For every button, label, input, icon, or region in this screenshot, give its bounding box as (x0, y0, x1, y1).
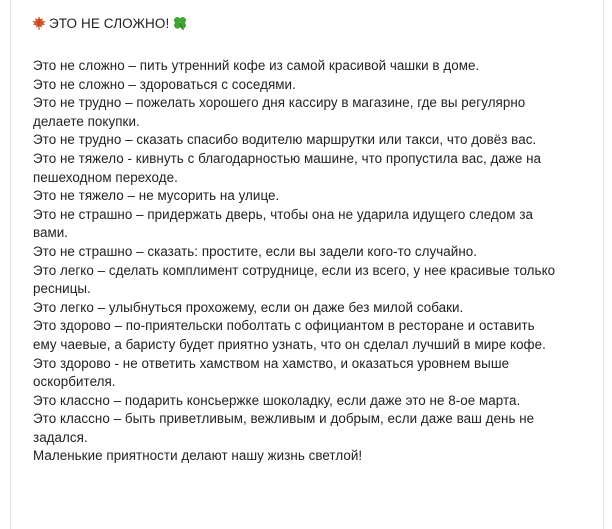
post-line: Это здорово – по-приятельски поболтать с официантом в ресторане и оставить (33, 318, 535, 334)
post-line: Это классно – подарить консьержке шоколадку, если даже это не 8-ое марта. (33, 392, 521, 408)
post-line: задался. (33, 429, 88, 445)
post-line: оскорбителя. (33, 374, 116, 390)
post-line: Это классно – быть приветливым, вежливым и добрым, если даже ваш день не (33, 411, 535, 427)
post-line: Это не сложно – пить утренний кофе из самой красивой чашки в доме. (33, 58, 480, 73)
post-line: Маленькие приятности делают нашу жизнь светлой! (33, 448, 363, 464)
post-line: Это не тяжело - кивнуть с благодарностью машине, что пропустила вас, даже на (33, 150, 542, 166)
post-title (31, 13, 188, 33)
post-line: Это не трудно – пожелать хорошего дня кассиру в магазине, где вы регулярно (33, 95, 526, 111)
post-line: Это легко – сделать комплимент сотруднице, если из всего, у нее красивые только (33, 262, 556, 278)
post-title-text: ЭТО НЕ СЛОЖНО! (49, 15, 170, 31)
maple-leaf-icon (31, 15, 47, 31)
post-line: вами. (33, 225, 69, 241)
post-line: Это не страшно – сказать: простите, если вы задели кого-то случайно. (33, 243, 478, 259)
post-left-border (10, 0, 11, 529)
post-line: пешеходном переходе. (33, 169, 178, 185)
post-line: Это не трудно – сказать спасибо водителю маршрутки или такси, что довёз вас. (33, 132, 537, 148)
post-line: Это не тяжело – не мусорить на улице. (33, 188, 280, 204)
post-line: ему чаевые, а баристу будет приятно узнать, что он сделал лучший в мире кофе. (33, 336, 546, 352)
four-leaf-clover-icon (172, 15, 188, 31)
post-line: Это не страшно – придержать дверь, чтобы она не ударила идущего следом за (33, 206, 534, 222)
post-line: ресницы. (33, 281, 91, 297)
post-body (33, 57, 593, 466)
post-line: Это здорово - не ответить хамством на хамство, и оказаться уровнем выше (33, 355, 510, 371)
post-line: Это не сложно – здороваться с соседями. (33, 76, 296, 92)
post-line: делаете покупки. (33, 113, 140, 129)
post-right-border (603, 0, 604, 529)
post-line: Это легко – улыбнуться прохожему, если он даже без милой собаки. (33, 299, 464, 315)
